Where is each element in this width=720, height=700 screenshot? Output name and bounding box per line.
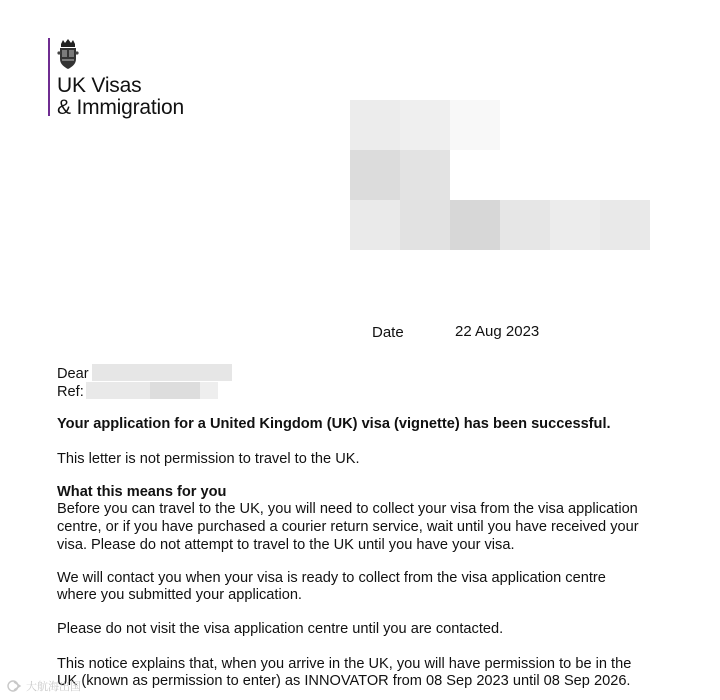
watermark-logo-icon (6, 679, 22, 693)
paragraph-line: visa. Please do not attempt to travel to the UK until you have your visa. (57, 537, 515, 553)
redacted-reference-part1 (86, 382, 150, 399)
travel-notice: This letter is not permission to travel to the UK. (57, 451, 360, 467)
paragraph-line: UK (known as permission to enter) as INNOVATOR from 08 Sep 2023 until 08 Sep 2026. (57, 673, 631, 689)
paragraph-line: Before you can travel to the UK, you will need to collect your visa from the visa application (57, 501, 638, 517)
redacted-address-block (350, 100, 650, 250)
paragraph-line: We will contact you when your visa is ready to collect from the visa application centre (57, 570, 606, 586)
date-value: 22 Aug 2023 (455, 323, 540, 340)
contact-notice: Please do not visit the visa application centre until you are contacted. (57, 621, 504, 637)
redacted-name (92, 364, 232, 381)
ref-label: Ref: (57, 384, 84, 400)
date-label: Date (372, 324, 404, 341)
letter-headline: Your application for a United Kingdom (UK) visa (vignette) has been successful. (57, 416, 611, 432)
paragraph-line: centre, or if you have purchased a courier return service, wait until you have received your (57, 519, 639, 535)
royal-crest-icon (57, 38, 79, 70)
watermark-text: 大航海出国 (26, 681, 81, 693)
paragraph-line: where you submitted your application. (57, 587, 302, 603)
redacted-reference-part3 (200, 382, 218, 399)
redacted-reference-part2 (150, 382, 200, 399)
brand-name-line1: UK Visas (57, 74, 142, 97)
brand-name-line2: & Immigration (57, 96, 184, 119)
dear-label: Dear (57, 366, 89, 382)
brand-accent-bar (48, 38, 50, 116)
watermark (6, 678, 81, 694)
section-heading: What this means for you (57, 484, 227, 500)
paragraph-line: This notice explains that, when you arrive in the UK, you will have permission to be in the (57, 656, 632, 672)
